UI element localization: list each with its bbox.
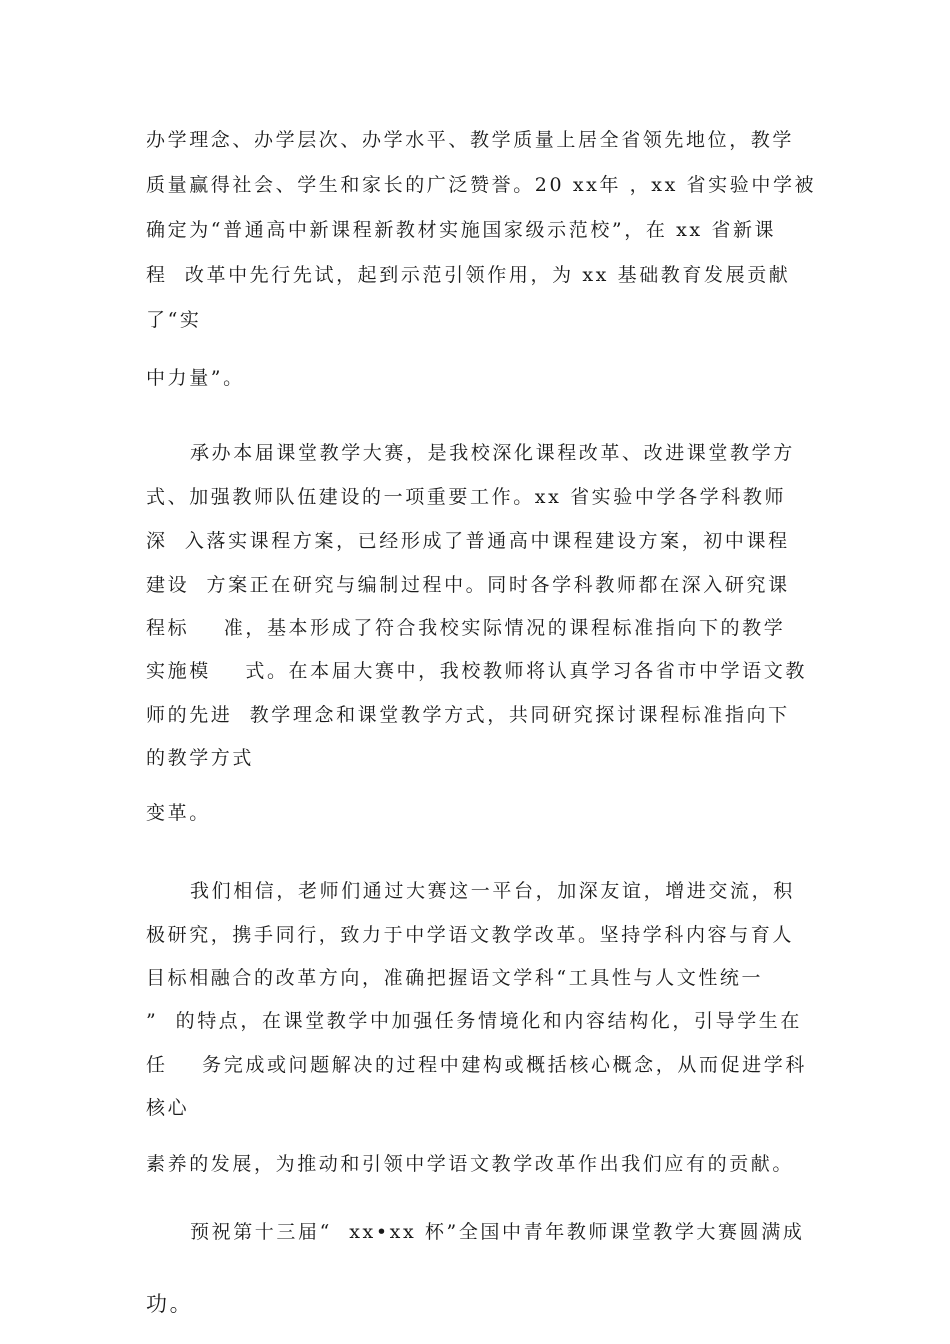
text-line: 式、加强教师队伍建设的一项重要工作。xx 省实验中学各学科教师 (146, 486, 787, 508)
text-line: ” 的特点，在课堂教学中加强任务情境化和内容结构化，引导学生在 (146, 1010, 802, 1032)
text-line: 确定为“普通高中新课程新教材实施国家级示范校”，在 xx 省新课 (146, 219, 777, 241)
text-line: 了“实 (146, 309, 202, 331)
text-line: 建设 方案正在研究与编制过程中。同时各学科教师都在深入研究课 (146, 574, 790, 596)
text-line: 变革。 (146, 802, 211, 824)
text-line: 承办本届课堂教学大赛，是我校深化课程改革、改进课堂教学方 (190, 442, 795, 464)
text-line: 任 务完成或问题解决的过程中建构或概括核心概念，从而促进学科 (146, 1054, 807, 1076)
text-line: 中力量”。 (146, 367, 245, 389)
text-line: 我们相信，老师们通过大赛这一平台，加深友谊，增进交流，积 (190, 880, 795, 902)
text-line: 程 改革中先行先试，起到示范引领作用，为 xx 基础教育发展贡献 (146, 264, 791, 286)
text-line: 办学理念、办学层次、办学水平、教学质量上居全省领先地位，教学 (146, 129, 795, 151)
text-line: 的教学方式 (146, 747, 255, 769)
text-line: 质量赢得社会、学生和家长的广泛赞誉。20 xx年 ，xx 省实验中学被 (146, 174, 817, 196)
text-line: 素养的发展，为推动和引领中学语文教学改革作出我们应有的贡献。 (146, 1153, 795, 1175)
text-line: 程标 准，基本形成了符合我校实际情况的课程标准指向下的教学 (146, 617, 786, 639)
text-line: 目标相融合的改革方向，准确把握语文学科“工具性与人文性统一 (146, 967, 764, 989)
text-line: 极研究，携手同行，致力于中学语文教学改革。坚持学科内容与育人 (146, 924, 795, 946)
text-line: 预祝第十三届“ xx•xx 杯”全国中青年教师课堂教学大赛圆满成 (190, 1221, 805, 1243)
text-line: 核心 (146, 1097, 190, 1119)
text-line: 实施模 式。在本届大赛中，我校教师将认真学习各省市中学语文教 (146, 660, 807, 682)
text-line: 深 入落实课程方案，已经形成了普通高中课程建设方案，初中课程 (146, 530, 790, 552)
text-line: 功。 (146, 1292, 194, 1316)
text-line: 师的先进 教学理念和课堂教学方式，共同研究探讨课程标准指向下 (146, 704, 790, 726)
